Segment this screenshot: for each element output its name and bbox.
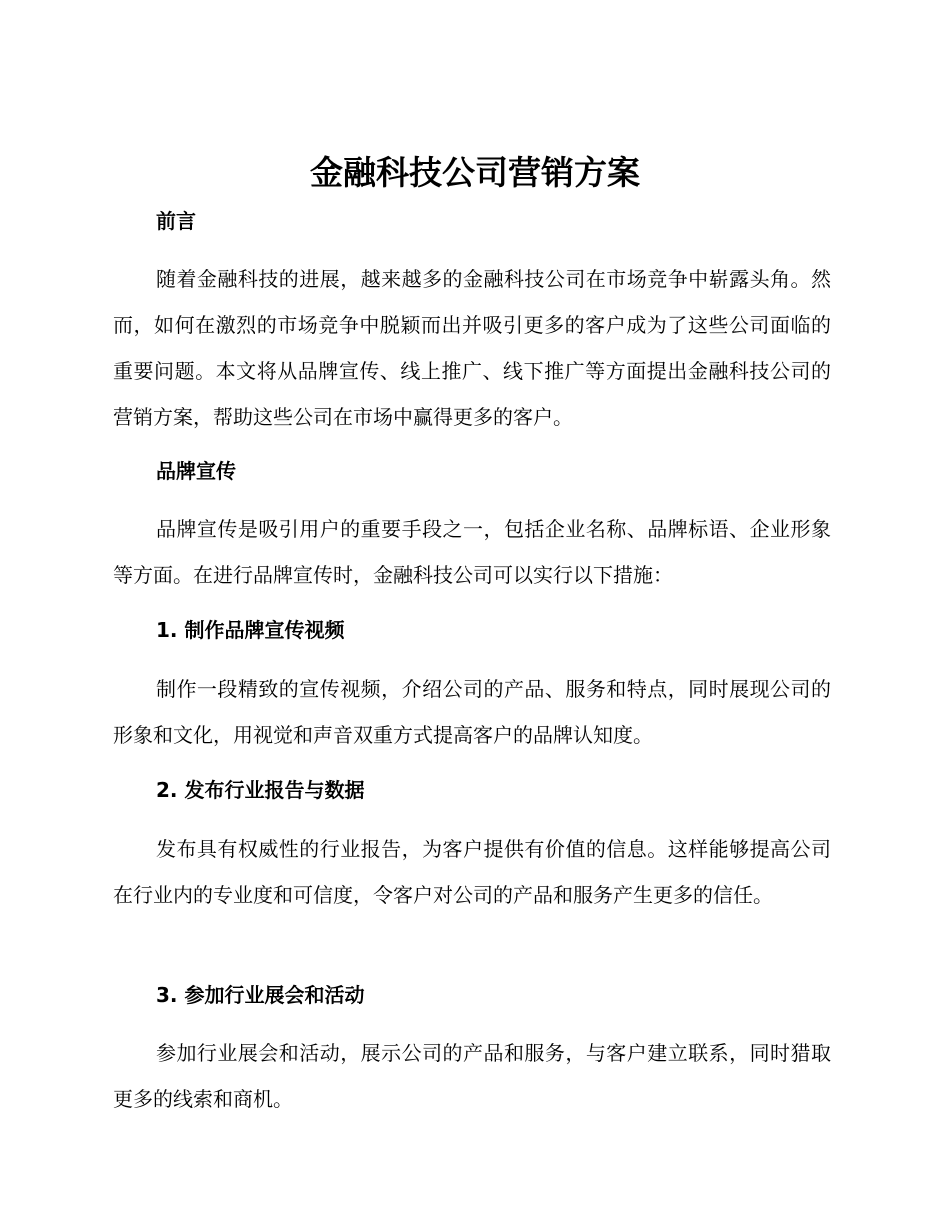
section-paragraph-brand-promotion: 品牌宣传是吸引用户的重要手段之一，包括企业名称、品牌标语、企业形象等方面。在进行品牌宣传时，金融科技公司可以实行以下措施： xyxy=(113,517,831,587)
document-title: 金融科技公司营销方案 xyxy=(310,153,640,192)
section-heading-industry-events: 3. 参加行业展会和活动 xyxy=(156,983,365,1007)
section-heading-preface: 前言 xyxy=(156,209,196,233)
section-paragraph-preface: 随着金融科技的进展，越来越多的金融科技公司在市场竞争中崭露头角。然而，如何在激烈的市场竞争中脱颖而出并吸引更多的客户成为了这些公司面临的重要问题。本文将从品牌宣传、线上推广、线下推广等方面提出金融科技公司的营销方案，帮助这些公司在市场中赢得更多的客户。 xyxy=(113,267,831,429)
section-paragraph-brand-video: 制作一段精致的宣传视频，介绍公司的产品、服务和特点，同时展现公司的形象和文化，用视觉和声音双重方式提高客户的品牌认知度。 xyxy=(113,677,831,747)
section-heading-industry-report: 2. 发布行业报告与数据 xyxy=(156,778,365,802)
section-paragraph-industry-report: 发布具有权威性的行业报告，为客户提供有价值的信息。这样能够提高公司在行业内的专业度和可信度，令客户对公司的产品和服务产生更多的信任。 xyxy=(113,837,831,907)
section-heading-brand-promotion: 品牌宣传 xyxy=(156,459,236,483)
section-paragraph-industry-events: 参加行业展会和活动，展示公司的产品和服务，与客户建立联系，同时猎取更多的线索和商机。 xyxy=(113,1041,831,1111)
section-heading-brand-video: 1. 制作品牌宣传视频 xyxy=(156,618,345,642)
